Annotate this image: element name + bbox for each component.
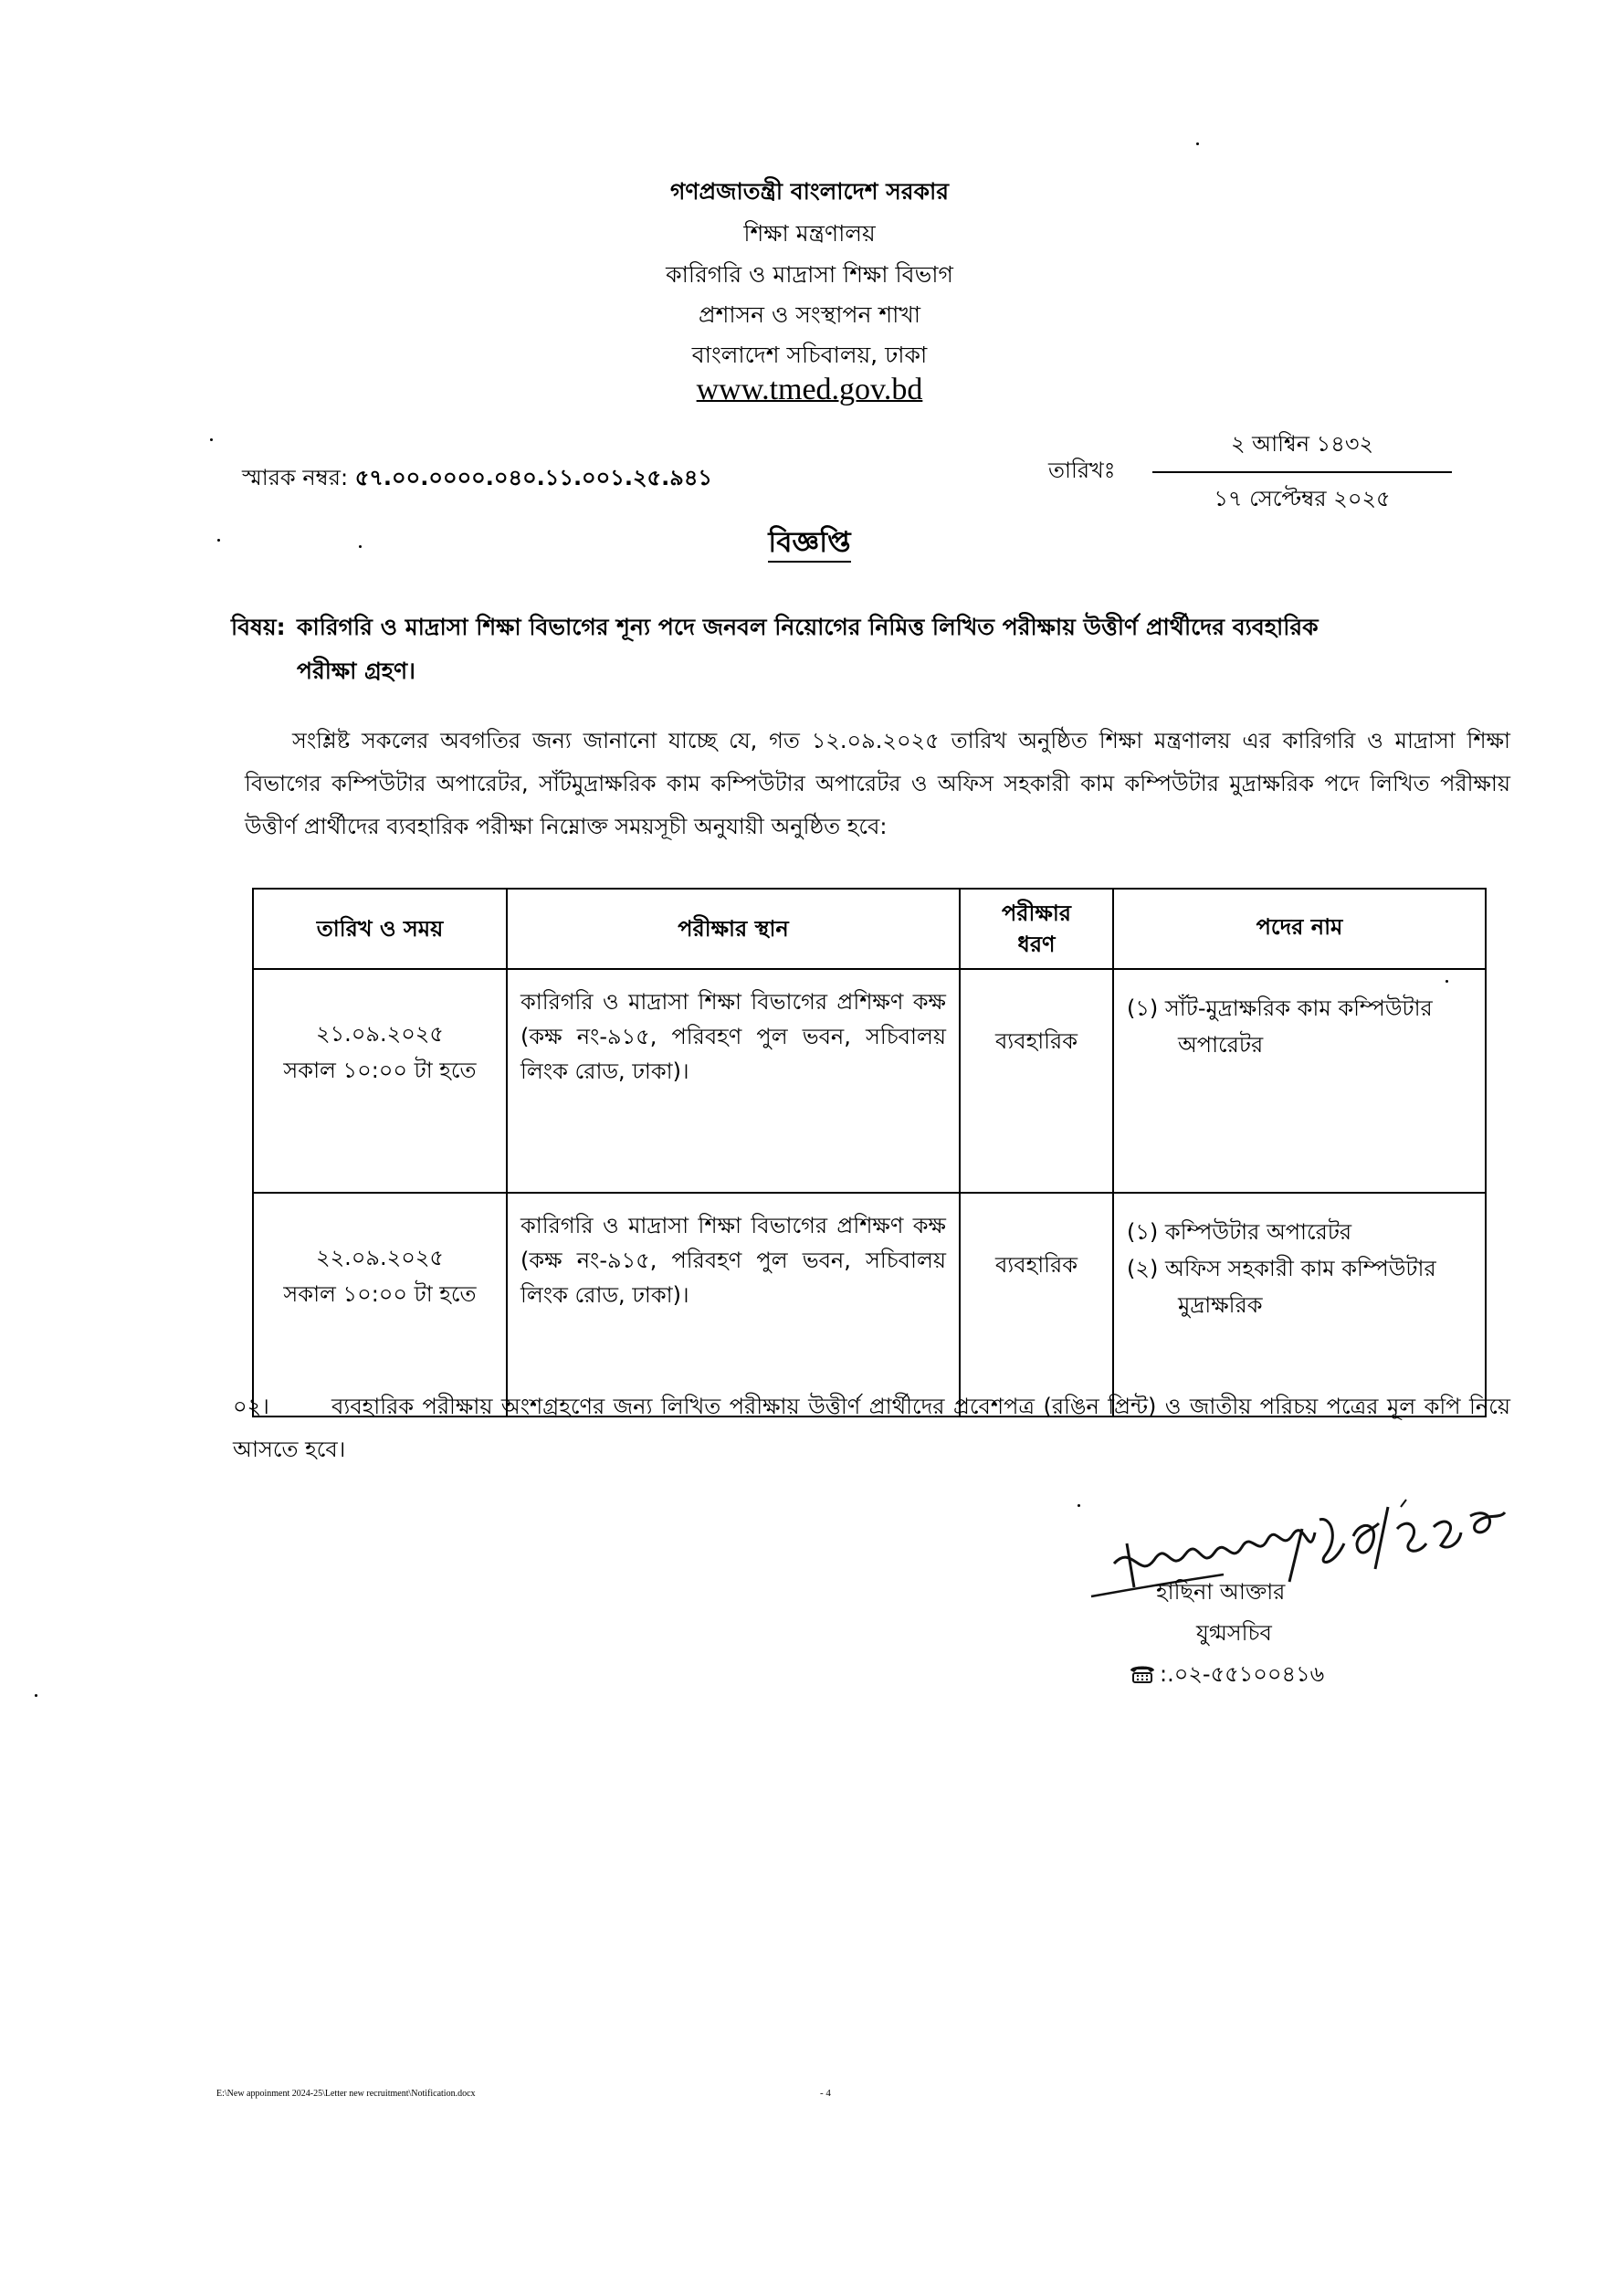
table-row (253, 1193, 1486, 1417)
signatory-phone-number: :.০২-৫৫১০০৪১৬ (1160, 1661, 1325, 1687)
wing-name: প্রশাসন ও সংস্থাপন শাখা (698, 301, 921, 328)
row2-posts (1113, 1193, 1486, 1417)
telephone-icon (1129, 1662, 1156, 1684)
table-row (253, 969, 1486, 1193)
scan-speck (35, 1694, 37, 1697)
row2-venue: কারিগরি ও মাদ্রাসা শিক্ষা বিভাগের প্রশিক্ষণ কক্ষ (কক্ষ নং-৯১৫, পরিবহণ পুল ভবন, সচিবালয় লিংক রোড, ঢাকা)। (507, 1193, 960, 1417)
exam-schedule-table (252, 888, 1487, 1417)
notice-paragraph-1: সংশ্লিষ্ট সকলের অবগতির জন্য জানানো যাচ্ছে যে, গত ১২.০৯.২০২৫ তারিখ অনুষ্ঠিত শিক্ষা মন্ত্রণালয় এর কারিগরি ও মাদ্রাসা শিক্ষা বিভাগের কম্পিউটার অপারেটর, সাঁটমুদ্রাক্ষরিক কাম কম্পিউটার অপারেটর ও অফিস সহকারী কাম কম্পিউটার মুদ্রাক্ষরিক পদে লিখিত পরীক্ষায় উত্তীর্ণ প্রার্থীদের ব্যবহারিক পরীক্ষা নিম্নোক্ত সময়সূচী অনুযায়ী অনুষ্ঠিত হবে: (245, 728, 1510, 839)
header-post-name: পদের নাম (1113, 889, 1486, 969)
row1-post-1: (১) সাঁট-মুদ্রাক্ষরিক কাম কম্পিউটার অপারেটর (1127, 995, 1433, 1058)
row2-exam-type: ব্যবহারিক (960, 1193, 1113, 1417)
scan-speck (1078, 1504, 1080, 1507)
footer-file-path: E:\New appoinment 2024-25\Letter new recruitment\Notification.docx (216, 2089, 476, 2099)
row2-post-1: (১) কম্পিউটার অপারেটর (1127, 1219, 1352, 1245)
ministry-name: শিক্ষা মন্ত্রণালয় (743, 220, 876, 247)
footer-page-marker: - 4 (820, 2088, 831, 2099)
row1-exam-type: ব্যবহারিক (960, 969, 1113, 1193)
row2-date-time (253, 1193, 507, 1417)
header-exam-type (960, 889, 1113, 969)
header-exam-type-line1: পরীক্ষার (1002, 900, 1071, 926)
row2-post-2: (২) অফিস সহকারী কাম কম্পিউটার মুদ্রাক্ষরিক (1127, 1256, 1436, 1318)
notice-title-text: বিজ্ঞপ্তি (768, 526, 850, 563)
date-label: তারিখঃ (1048, 458, 1116, 483)
date-english: ১৭ সেপ্টেম্বর ২০২৫ (1214, 486, 1391, 511)
row1-date-time (253, 969, 507, 1193)
row2-time: সকাল ১০:০০ টা হতে (283, 1281, 477, 1307)
government-title: গণপ্রজাতন্ত্রী বাংলাদেশ সরকার (670, 178, 949, 205)
subject-text-line1: কারিগরি ও মাদ্রাসা শিক্ষা বিভাগের শূন্য পদে জনবল নিয়োগের নিমিত্ত লিখিত পরীক্ষায় উত্তীর্ণ প্রার্থীদের ব্যবহারিক (297, 614, 1319, 640)
paragraph-2-number: ০২। (233, 1394, 269, 1419)
website-link[interactable]: www.tmed.gov.bd (696, 373, 923, 406)
header-exam-type-line2: ধরণ (1017, 932, 1056, 957)
header-date-time: তারিখ ও সময় (253, 889, 507, 969)
scan-speck (1196, 142, 1199, 145)
table-header-row (253, 889, 1486, 969)
scan-speck (359, 545, 362, 548)
scan-speck (217, 539, 220, 542)
subject-first-line (231, 606, 1509, 649)
division-name: কারিগরি ও মাদ্রাসা শিক্ষা বিভাগ (666, 261, 953, 288)
notice-paragraph-2 (233, 1385, 1510, 1471)
row1-time: সকাল ১০:০০ টা হতে (283, 1058, 477, 1083)
signatory-designation: যুগ্মসচিব (1196, 1620, 1272, 1646)
paragraph-2-text: ব্যবহারিক পরীক্ষায় অংশগ্রহণের জন্য লিখিত পরীক্ষায় উত্তীর্ণ প্রার্থীদের প্রবেশপত্র (রঙিন প্রিন্ট) ও জাতীয় পরিচয় পত্রের মূল কপি নিয়ে আসতে হবে। (233, 1394, 1510, 1462)
date-block (1152, 427, 1452, 519)
secretariat-address: বাংলাদেশ সচিবালয়, ঢাকা (691, 342, 928, 368)
row1-venue: কারিগরি ও মাদ্রাসা শিক্ষা বিভাগের প্রশিক্ষণ কক্ষ (কক্ষ নং-৯১৫, পরিবহণ পুল ভবন, সচিবালয় লিংক রোড, ঢাকা)। (507, 969, 960, 1193)
memo-number-value: ৫৭.০০.০০০০.০৪০.১১.০০১.২৫.৯৪১ (354, 465, 712, 490)
row1-date: ২১.০৯.২০২৫ (315, 1021, 444, 1047)
row1-posts (1113, 969, 1486, 1193)
scan-speck (1446, 980, 1448, 983)
subject-line (231, 606, 1509, 693)
signatory-name: হাছিনা আক্তার (1156, 1579, 1286, 1605)
signatory-phone (1129, 1658, 1324, 1694)
scan-speck (210, 438, 213, 441)
header-venue: পরীক্ষার স্থান (507, 889, 960, 969)
subject-text-line2: পরীক্ষা গ্রহণ। (297, 658, 415, 684)
memo-label: স্মারক নম্বর: (242, 465, 349, 490)
memo-number (242, 461, 712, 498)
row2-date: ২২.০৯.২০২৫ (315, 1245, 445, 1270)
signature-scribble (1087, 1480, 1525, 1617)
date-bangla: ২ আশ্বিন ১৪৩২ (1152, 427, 1452, 473)
handwritten-signature (1087, 1480, 1525, 1617)
notice-title (0, 521, 1619, 568)
subject-label: বিষয়: (231, 614, 286, 640)
